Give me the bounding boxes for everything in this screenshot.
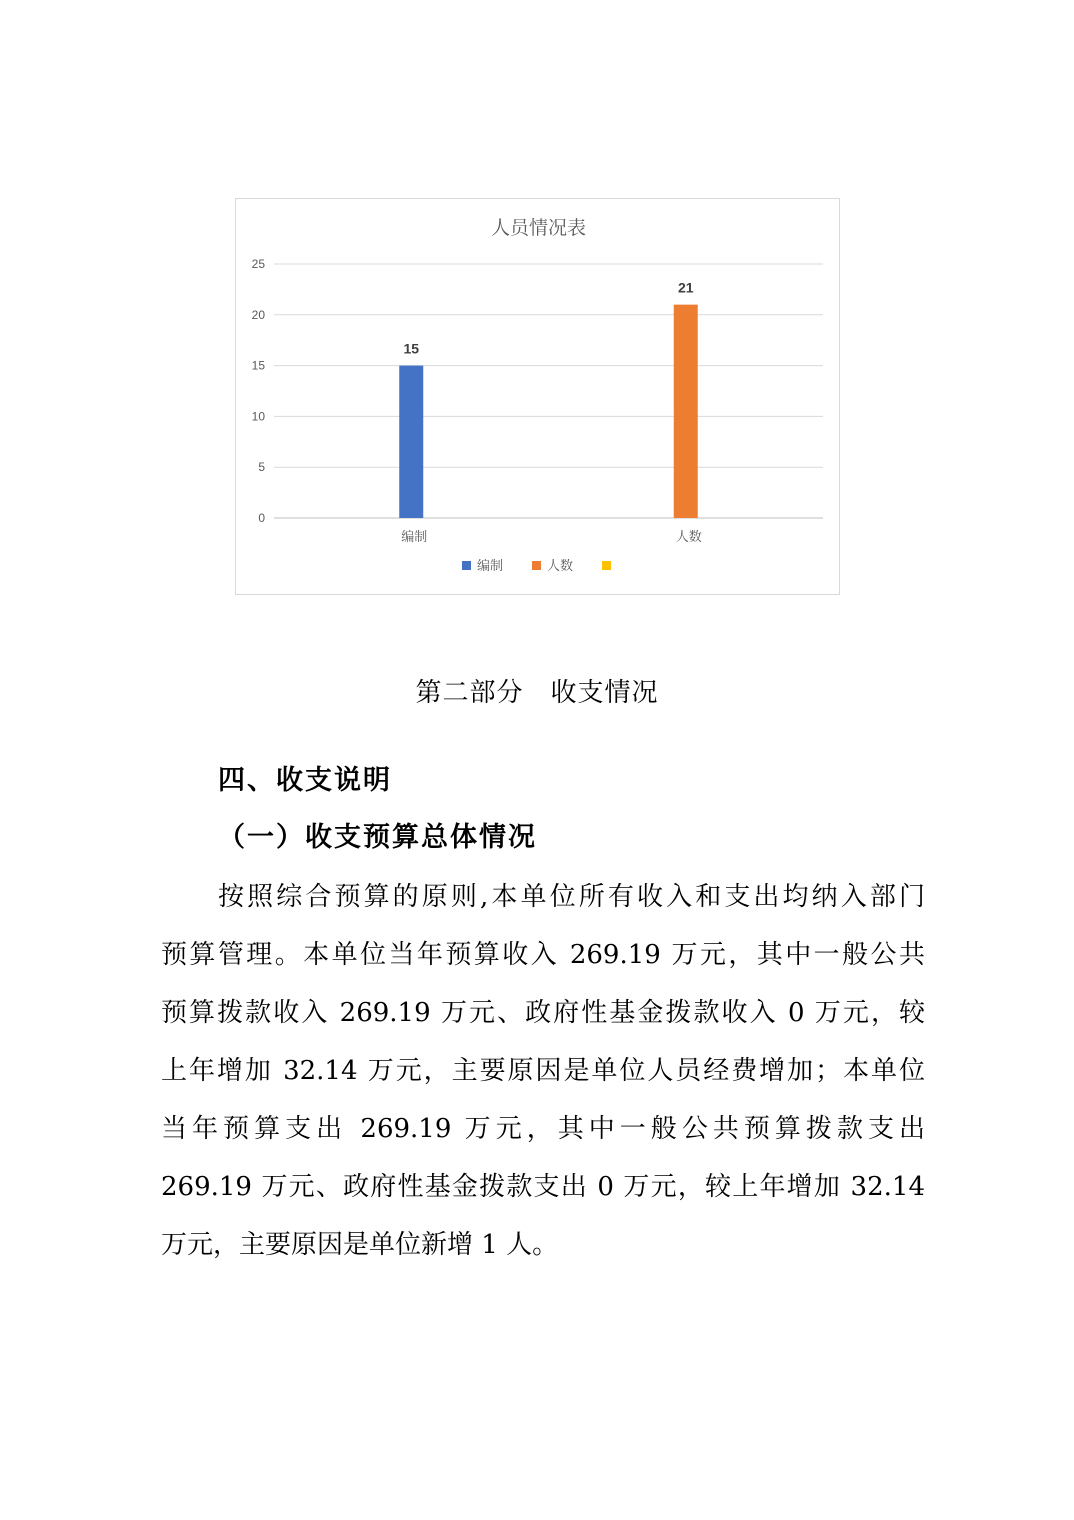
legend-swatch <box>462 561 471 570</box>
y-tick-label: 25 <box>251 257 265 271</box>
part-heading: 第二部分 收支情况 <box>415 678 659 708</box>
paragraph-line: 按照综合预算的原则,本单位所有收入和支出均纳入部门 <box>218 882 925 912</box>
y-tick-label: 20 <box>251 307 265 322</box>
paragraph-line: 预算管理。本单位当年预算收入 269.19 万元，其中一般公共 <box>161 940 925 970</box>
y-tick-label: 0 <box>258 511 265 525</box>
y-tick-label: 10 <box>251 409 265 424</box>
x-tick-label: 编制 <box>401 529 428 544</box>
chart-svg <box>236 199 841 596</box>
paragraph-line: 万元，主要原因是单位新增 1 人。 <box>161 1230 559 1260</box>
paragraph-line: 预算拨款收入 269.19 万元、政府性基金拨款收入 0 万元，较 <box>161 998 925 1028</box>
staff-chart <box>235 198 840 595</box>
paragraph-line: 当年预算支出 269.19 万元，其中一般公共预算拨款支出 <box>161 1114 925 1144</box>
chart-title: 人员情况表 <box>490 218 587 239</box>
y-tick-label: 5 <box>258 460 265 475</box>
data-label: 21 <box>677 279 694 296</box>
legend-swatch <box>602 561 611 570</box>
subsection-heading: （一）收支预算总体情况 <box>218 822 537 853</box>
x-tick-label: 人数 <box>675 529 702 544</box>
paragraph-line: 上年增加 32.14 万元，主要原因是单位人员经费增加；本单位 <box>161 1056 925 1086</box>
y-tick-label: 15 <box>251 358 265 373</box>
paragraph-line: 269.19 万元、政府性基金拨款支出 0 万元，较上年增加 32.14 <box>161 1172 925 1202</box>
bar-1 <box>399 366 423 518</box>
data-label: 15 <box>403 340 420 357</box>
section-heading: 四、收支说明 <box>218 765 392 796</box>
legend-swatch <box>532 561 541 570</box>
bar-2 <box>674 305 698 518</box>
legend-label: 人数 <box>547 558 574 573</box>
legend-label: 编制 <box>477 558 504 573</box>
